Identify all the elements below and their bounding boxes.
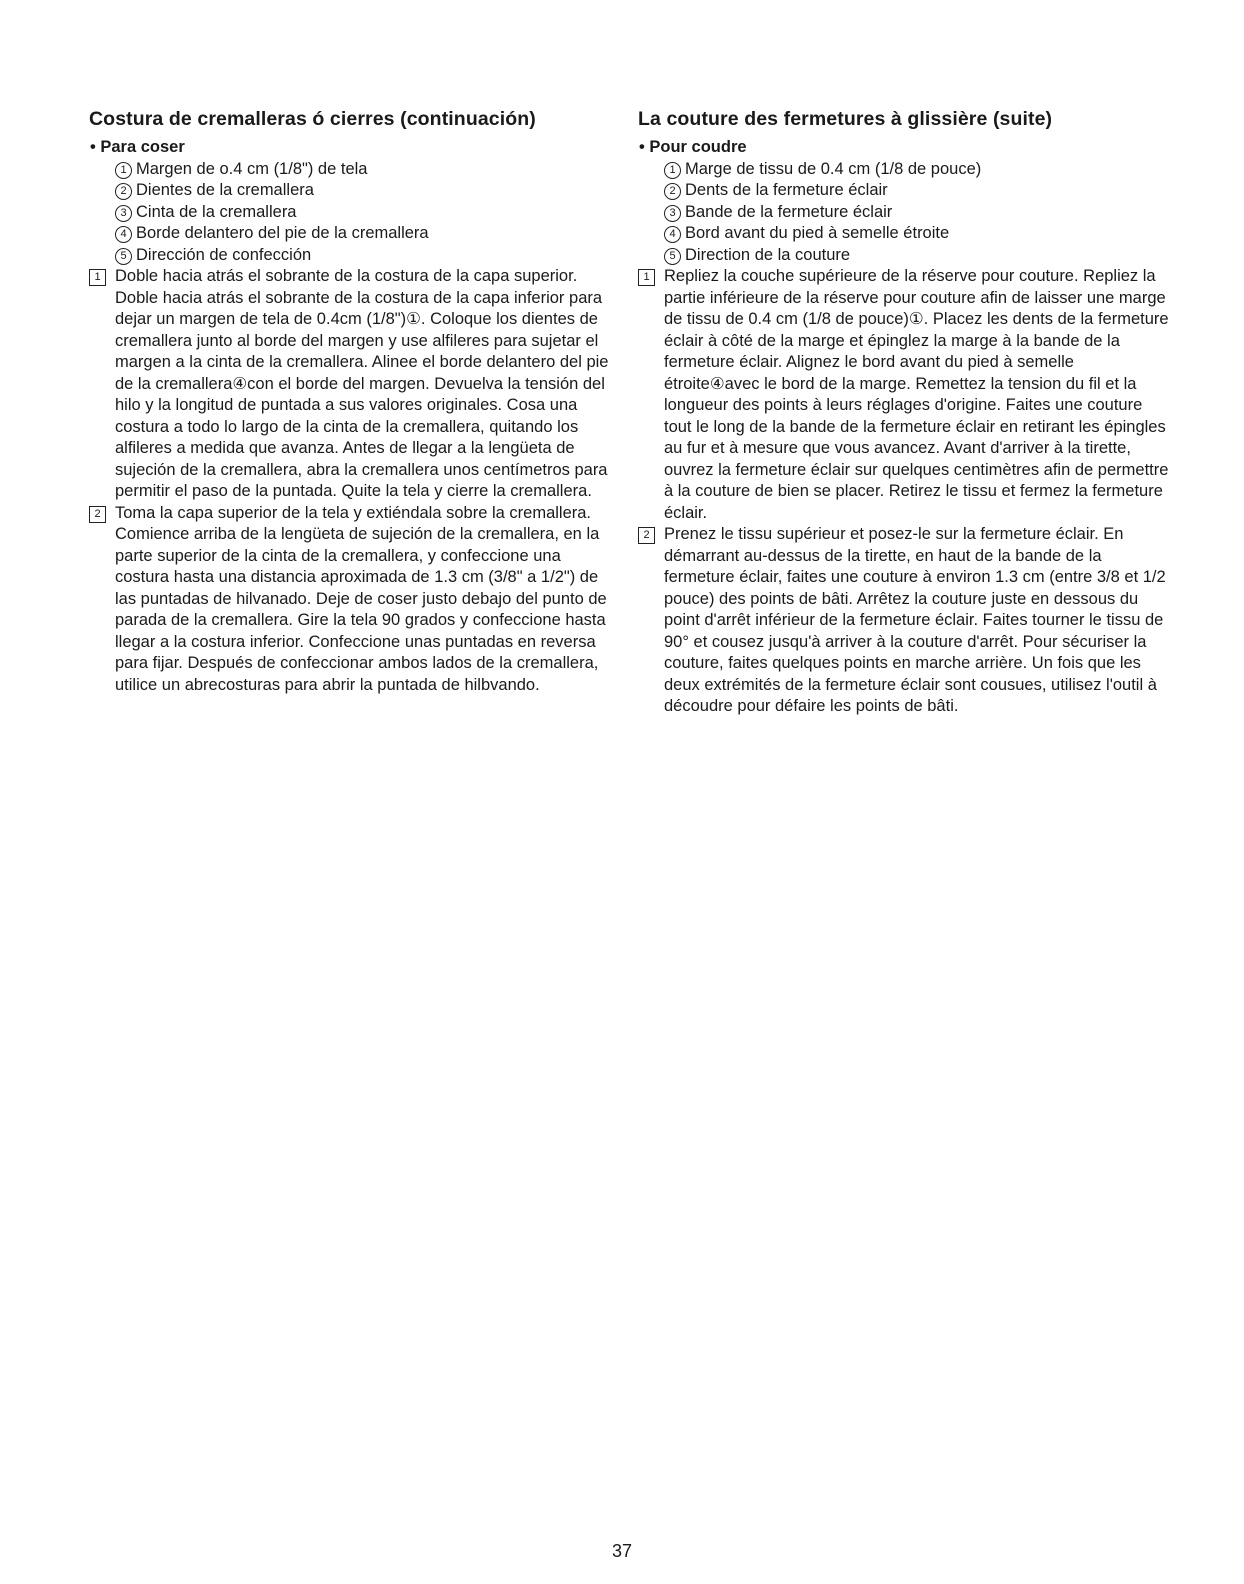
french-legend bbox=[638, 159, 1173, 267]
step-number-icon: 2 bbox=[638, 527, 655, 544]
legend-item: 1 Margen de o.4 cm (1/8") de tela bbox=[115, 159, 619, 181]
legend-item: 5 Dirección de confección bbox=[115, 245, 619, 267]
legend-item: 3 Bande de la fermeture éclair bbox=[664, 202, 1173, 224]
legend-item: 2 Dientes de la cremallera bbox=[115, 180, 619, 202]
circled-number-icon: 3 bbox=[115, 205, 132, 222]
french-column bbox=[638, 108, 1173, 718]
legend-item: 4 Borde delantero del pie de la cremallera bbox=[115, 223, 619, 245]
legend-item: 2 Dents de la fermeture éclair bbox=[664, 180, 1173, 202]
step-number-icon: 1 bbox=[638, 269, 655, 286]
spanish-legend bbox=[89, 159, 619, 267]
french-step-2: 2 Prenez le tissu supérieur et posez-le sur la fermeture éclair. En démarrant au-dessus de la tirette, en haut de la bande de la fermeture éclair, faites une couture à environ 1.3 cm (entre 3/8 et 1/2 pouce) des points de bâti. Arrêtez la couture juste en dessous du point d'arrêt inférieur de la fermeture éclair. Faites tourner le tissu de 90° et cousez jusqu'à arriver à la couture d'arrêt. Pour sécuriser la couture, faites quelques points en marche arrière. Un fois que les deux extrémités de la fermeture éclair sont cousues, utilisez l'outil à découdre pour défaire les points de bâti. bbox=[638, 524, 1173, 718]
circled-number-icon: 5 bbox=[664, 248, 681, 265]
circled-number-icon: 2 bbox=[664, 183, 681, 200]
legend-item: 5 Direction de la couture bbox=[664, 245, 1173, 267]
french-subtitle: • Pour coudre bbox=[639, 138, 747, 157]
spanish-step-1: 1 Doble hacia atrás el sobrante de la costura de la capa superior. Doble hacia atrás el sobrante de la costura de la capa inferior para dejar un margen de tela de 0.4cm (1/8")①. Coloque los dientes de cremallera junto al borde del margen y use alfileres para sujetar el margen a la cinta de la cremallera. Alinee el borde delantero del pie de la cremallera④con el borde del margen. Devuelva la tensión del hilo y la longitud de puntada a sus valores originales. Cosa una costura a todo lo largo de la cinta de la cremallera, quitando los alfileres a medida que avanza. Antes de llegar a la lengüeta de sujeción de la cremallera, abra la cremallera unos centímetros para permitir el paso de la puntada. Quite la tela y cierre la cremallera. bbox=[89, 266, 619, 503]
legend-item: 1 Marge de tissu de 0.4 cm (1/8 de pouce) bbox=[664, 159, 1173, 181]
circled-number-icon: 3 bbox=[664, 205, 681, 222]
legend-item: 4 Bord avant du pied à semelle étroite bbox=[664, 223, 1173, 245]
circled-number-icon: 1 bbox=[664, 162, 681, 179]
circled-number-icon: 2 bbox=[115, 183, 132, 200]
step-number-icon: 1 bbox=[89, 269, 106, 286]
spanish-step-2: 2 Toma la capa superior de la tela y extiéndala sobre la cremallera. Comience arriba de la lengüeta de sujeción de la cremallera, en la parte superior de la cinta de la cremallera, y confeccione una costura hasta una distancia aproximada de 1.3 cm (3/8" a 1/2") de las puntadas de hilvanado. Deje de coser justo debajo del punto de parada de la cremallera. Gire la tela 90 grados y confeccione hasta llegar a la costura inferior. Confeccione unas puntadas en reversa para fijar. Después de confeccionar ambos lados de la cremallera, utilice un abrecosturas para abrir la puntada de hilbvando. bbox=[89, 503, 619, 697]
circled-number-icon: 4 bbox=[664, 226, 681, 243]
step-number-icon: 2 bbox=[89, 506, 106, 523]
spanish-subtitle: • Para coser bbox=[90, 138, 185, 157]
page-number: 37 bbox=[611, 1541, 633, 1561]
spanish-column bbox=[89, 108, 619, 696]
legend-item: 3 Cinta de la cremallera bbox=[115, 202, 619, 224]
french-step-1: 1 Repliez la couche supérieure de la réserve pour couture. Repliez la partie inférieure de la réserve pour couture afin de laisser une marge de tissu de 0.4 cm (1/8 de pouce)①. Placez les dents de la fermeture éclair à côté de la marge et épinglez la marge à la bande de la fermeture éclair. Alignez le bord avant du pied à semelle étroite④avec le bord de la marge. Remettez la tension du fil et la longueur des points à leurs réglages d'origine. Faites une couture tout le long de la bande de la fermeture éclair en retirant les épingles au fur et à mesure que vous avancez. Avant d'arriver à la tirette, ouvrez la fermeture éclair sur quelques centimètres afin de permettre à la couture de bien se placer. Retirez le tissu et fermez la fermeture éclair. bbox=[638, 266, 1173, 524]
circled-number-icon: 4 bbox=[115, 226, 132, 243]
french-title: La couture des fermetures à glissière (suite) bbox=[638, 108, 1053, 130]
circled-number-icon: 5 bbox=[115, 248, 132, 265]
circled-number-icon: 1 bbox=[115, 162, 132, 179]
spanish-title: Costura de cremalleras ó cierres (continuación) bbox=[89, 108, 536, 130]
